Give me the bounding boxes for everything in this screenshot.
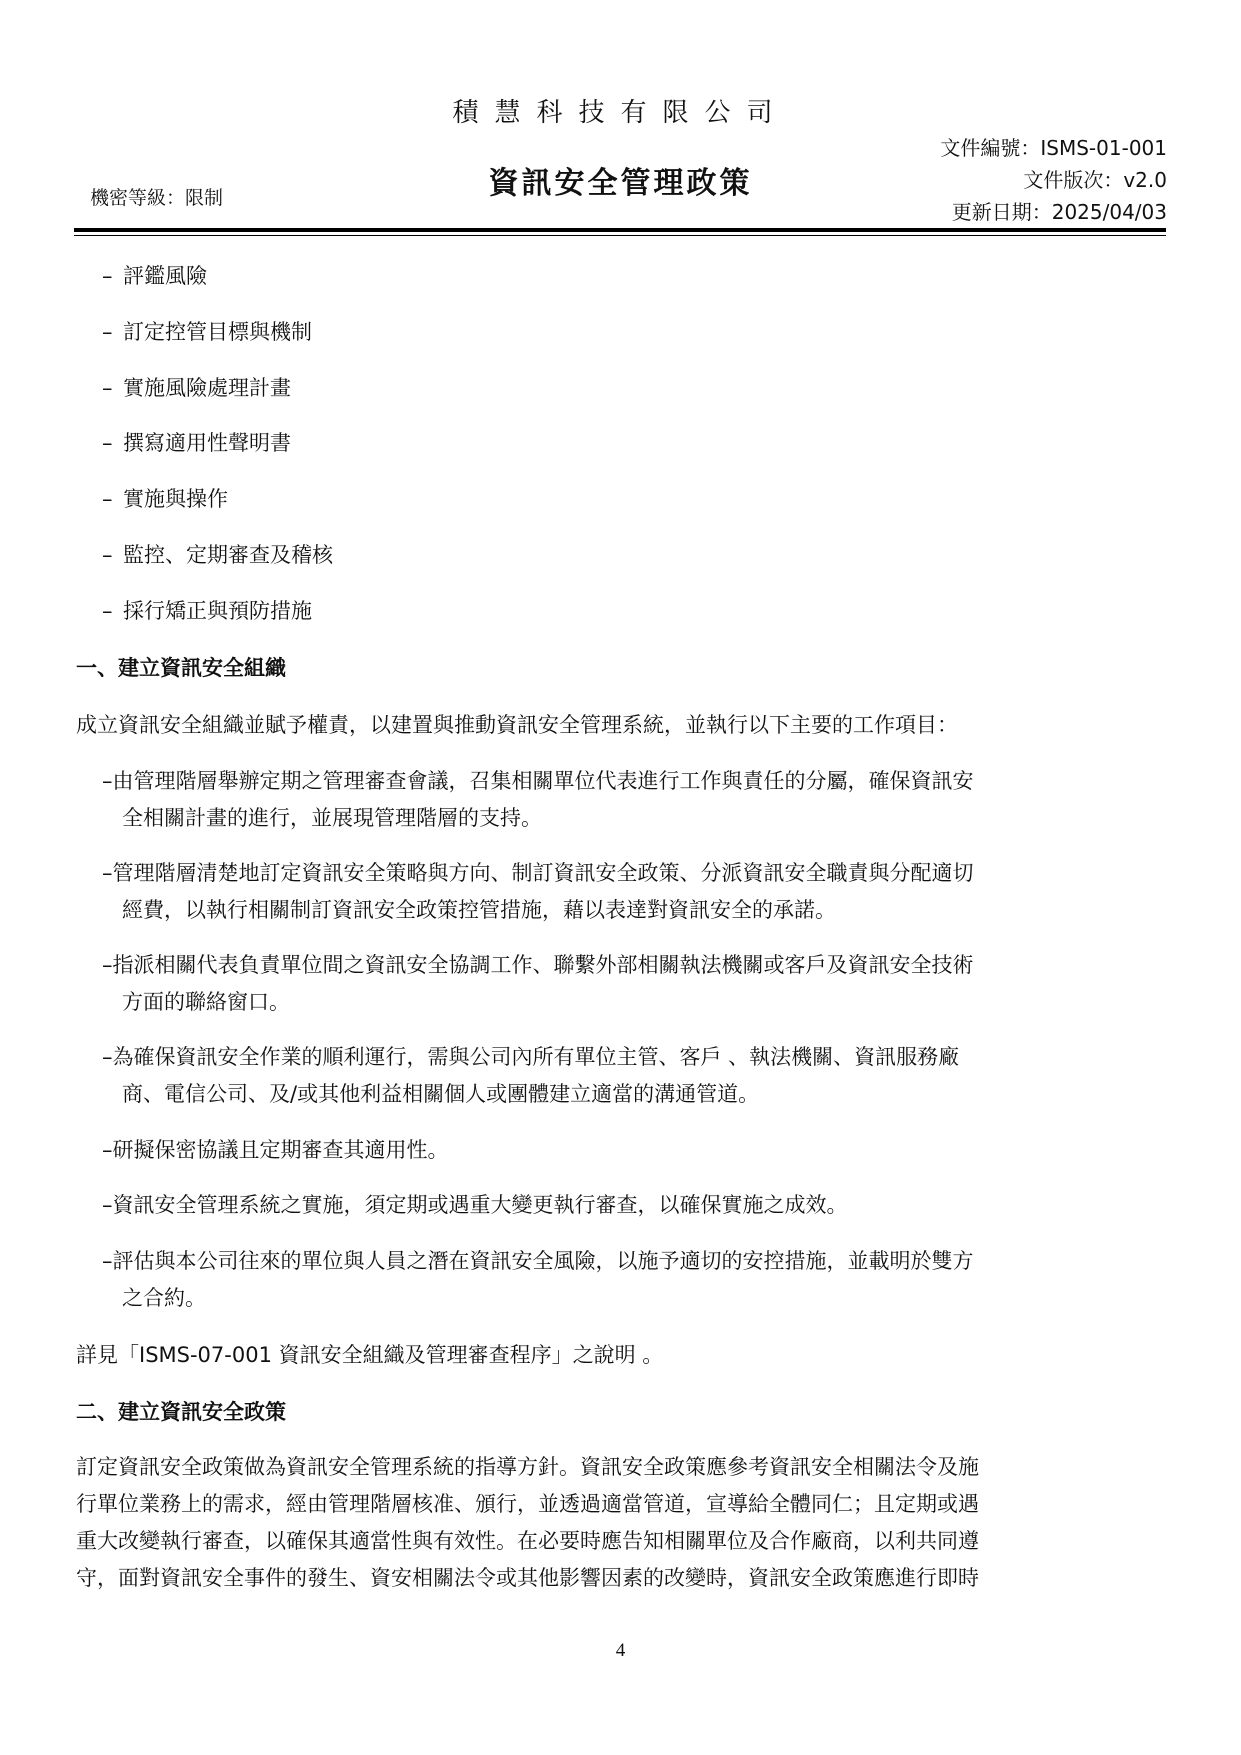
list-item: –管理階層清楚地訂定資訊安全策略與方向、制訂資訊安全政策、分派資訊安全職責與分配適切 經費，以執行相關制訂資訊安全政策控管措施，藉以表達對資訊安全的承諾。 xyxy=(102,861,974,922)
list-item: –由管理階層舉辦定期之管理審查會議，召集相關單位代表進行工作與責任的分屬，確保資訊安 全相關計畫的進行，並展現管理階層的支持。 xyxy=(102,769,974,830)
list-item: –評估與本公司往來的單位與人員之潛在資訊安全風險，以施予適切的安控措施，並載明於雙方 之合約。 xyxy=(102,1249,974,1310)
classification-level: 機密等級：限制 xyxy=(90,187,224,209)
step-item: – 實施與操作 xyxy=(102,487,228,511)
section-heading: 二、建立資訊安全政策 xyxy=(76,1400,286,1424)
step-item: – 評鑑風險 xyxy=(102,264,207,288)
update-date: 更新日期：2025/04/03 xyxy=(951,200,1167,224)
step-item: – 採行矯正與預防措施 xyxy=(102,599,312,623)
section-intro: 成立資訊安全組織並賦予權責，以建置與推動資訊安全管理系統，並執行以下主要的工作項目： xyxy=(76,713,958,737)
step-item: – 訂定控管目標與機制 xyxy=(102,320,312,344)
step-item: – 監控、定期審查及稽核 xyxy=(102,543,333,567)
section-body: 訂定資訊安全政策做為資訊安全管理系統的指導方針。資訊安全政策應參考資訊安全相關法令及施 行單位業務上的需求，經由管理階層核准、頒行，並透過適當管道，宣導給全體同仁；且定期或遇 重大改變執行審查，以確保其適當性與有效性。在必要時應告知相關單位及合作廠商，以利共同遵 守，面對資訊安全事件的發生、資安相關法令或其他影響因素的改變時，資訊安全政策應進行即時 xyxy=(76,1455,979,1590)
list-item: –指派相關代表負責單位間之資訊安全協調工作、聯繫外部相關執法機關或客戶及資訊安全技術 方面的聯絡窗口。 xyxy=(102,953,974,1014)
header-divider-thin xyxy=(74,235,1166,236)
list-item: –資訊安全管理系統之實施，須定期或遇重大變更執行審查，以確保實施之成效。 xyxy=(102,1193,848,1217)
list-item: –研擬保密協議且定期審查其適用性。 xyxy=(102,1138,449,1162)
document-title: 資訊安全管理政策 xyxy=(488,166,753,201)
header-divider-thick xyxy=(74,228,1166,232)
page-number: 4 xyxy=(615,1640,626,1661)
step-item: – 實施風險處理計畫 xyxy=(102,376,291,400)
company-name: 積慧科技有限公司 xyxy=(452,98,789,128)
document-number: 文件編號：ISMS-01-001 xyxy=(940,136,1167,160)
step-item: – 撰寫適用性聲明書 xyxy=(102,431,291,455)
list-item: –為確保資訊安全作業的順利運行，需與公司內所有單位主管、客戶 、執法機關、資訊服務廠 商、電信公司、及/或其他利益相關個人或團體建立適當的溝通管道。 xyxy=(102,1045,960,1106)
reference-note: 詳見「ISMS-07-001 資訊安全組織及管理審查程序」之說明 。 xyxy=(76,1343,664,1367)
section-heading: 一、建立資訊安全組織 xyxy=(76,656,286,680)
document-version: 文件版次：v2.0 xyxy=(1023,168,1167,192)
document-meta xyxy=(940,132,1167,228)
